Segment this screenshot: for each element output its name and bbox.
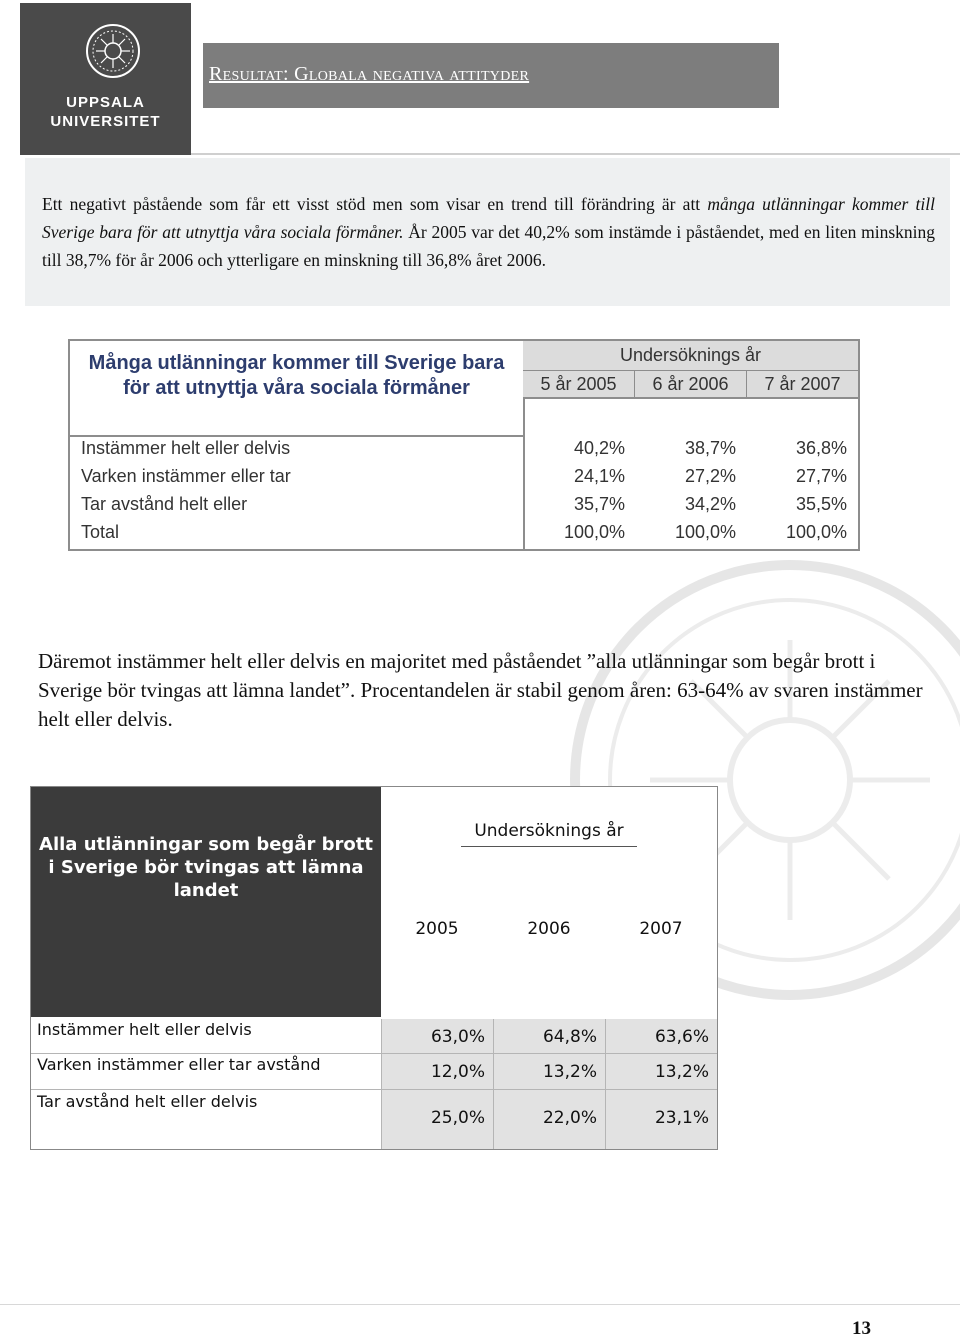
table2-column-header: 2005 — [415, 919, 459, 939]
table2-cell: 12,0% — [430, 1062, 485, 1082]
table2-row-divider — [31, 1053, 717, 1054]
table1-header — [523, 341, 858, 399]
table2-column-divider — [381, 1019, 382, 1149]
header-divider — [191, 153, 960, 155]
table2-cell: 13,2% — [542, 1062, 597, 1082]
table1-cell: 34,2% — [684, 494, 736, 514]
table1-cell: 35,7% — [573, 494, 625, 514]
table1-cell: 100,0% — [785, 522, 847, 542]
footer-divider — [0, 1304, 960, 1305]
intro-paragraph — [42, 190, 935, 274]
university-seal-icon — [85, 23, 141, 79]
table1-cell: 100,0% — [674, 522, 736, 542]
table1-cell: 100,0% — [563, 522, 625, 542]
table2-cell: 25,0% — [430, 1108, 485, 1128]
table1-header-divider — [523, 370, 858, 371]
table1-cell: 24,1% — [573, 466, 625, 486]
table2-label-column — [31, 1019, 381, 1149]
table2-cell: 22,0% — [542, 1108, 597, 1128]
table1-column-header: 5 år 2005 — [540, 374, 617, 394]
table2-cell: 23,1% — [654, 1108, 709, 1128]
table2-column-divider — [493, 1019, 494, 1149]
university-name-line2: UNIVERSITET — [50, 113, 161, 130]
table1-cell: 40,2% — [573, 438, 625, 458]
table2-row-label: Varken instämmer eller tar avstånd — [37, 1055, 321, 1074]
table2-row-divider — [31, 1089, 717, 1090]
table1-column-header: 6 år 2006 — [652, 374, 729, 394]
table1-label-column — [68, 339, 525, 551]
survey-table-1 — [68, 339, 873, 550]
table2-column-header: 2007 — [639, 919, 683, 939]
table2-row-label: Tar avstånd helt eller delvis — [37, 1092, 258, 1111]
table2-column-divider — [605, 1019, 606, 1149]
title-bar — [203, 43, 779, 108]
university-name-line1: UPPSALA — [66, 94, 145, 111]
table2-cell: 63,0% — [430, 1027, 485, 1047]
table2-cell: 63,6% — [654, 1027, 709, 1047]
page-number: 13 — [852, 1318, 871, 1339]
table1-title-divider — [70, 435, 525, 437]
table1-row-label: Total — [81, 522, 120, 542]
table1-cell: 36,8% — [795, 438, 847, 458]
table1-row-label: Varken instämmer eller tar — [81, 466, 291, 486]
table1-cell: 27,7% — [795, 466, 847, 486]
table2-title: Alla utlänningar som begår brott i Sverige bör tvingas att lämna landet — [39, 834, 373, 901]
table2-cell: 13,2% — [654, 1062, 709, 1082]
table1-row-label: Tar avstånd helt eller — [81, 494, 248, 514]
page-title: Resultat: Globala negativa attityder — [209, 63, 530, 85]
table1-cell: 38,7% — [684, 438, 736, 458]
table1-group-header: Undersöknings år — [619, 345, 762, 365]
intro-box — [25, 158, 950, 306]
table2-header-rule — [461, 846, 637, 847]
table2-body — [31, 1019, 717, 1149]
university-logo — [20, 3, 191, 155]
table2-group-header: Undersöknings år — [474, 821, 624, 841]
table1-row-label: Instämmer helt eller delvis — [81, 438, 291, 458]
survey-table-2 — [30, 786, 718, 1150]
intro-text-italic: många utlänningar kommer till Sverige bara för att utnyttja våra sociala förmåner. — [42, 194, 935, 242]
table2-column-header: 2006 — [527, 919, 571, 939]
table1-column-header: 7 år 2007 — [764, 374, 841, 394]
table1-title: Många utlänningar kommer till Sverige bara för att utnyttja våra sociala förmåner — [88, 352, 505, 399]
intro-text-part2: År 2005 var det 40,2% som instämde i påståendet, med en liten minskning till 38,7% för år 2006 och ytterligare en minskning till 36,8% året 2006. — [42, 222, 935, 270]
table2-cell: 64,8% — [542, 1027, 597, 1047]
intro-text-part1: Ett negativt påstående som får ett visst stöd men som visar en trend till förändring är att — [42, 194, 708, 214]
table1-cell: 27,2% — [684, 466, 736, 486]
table1-cell: 35,5% — [795, 494, 847, 514]
body-paragraph: Däremot instämmer helt eller delvis en majoritet med påståendet ”alla utlänningar som begår brott i Sverige bör tvingas att lämna landet”. Procentandelen är stabil genom åren: 63-64% av svaren instämmer helt eller delvis. — [38, 649, 923, 731]
table2-title-cell — [31, 787, 381, 1017]
table2-header — [381, 787, 717, 1017]
table2-row-label: Instämmer helt eller delvis — [37, 1020, 252, 1039]
